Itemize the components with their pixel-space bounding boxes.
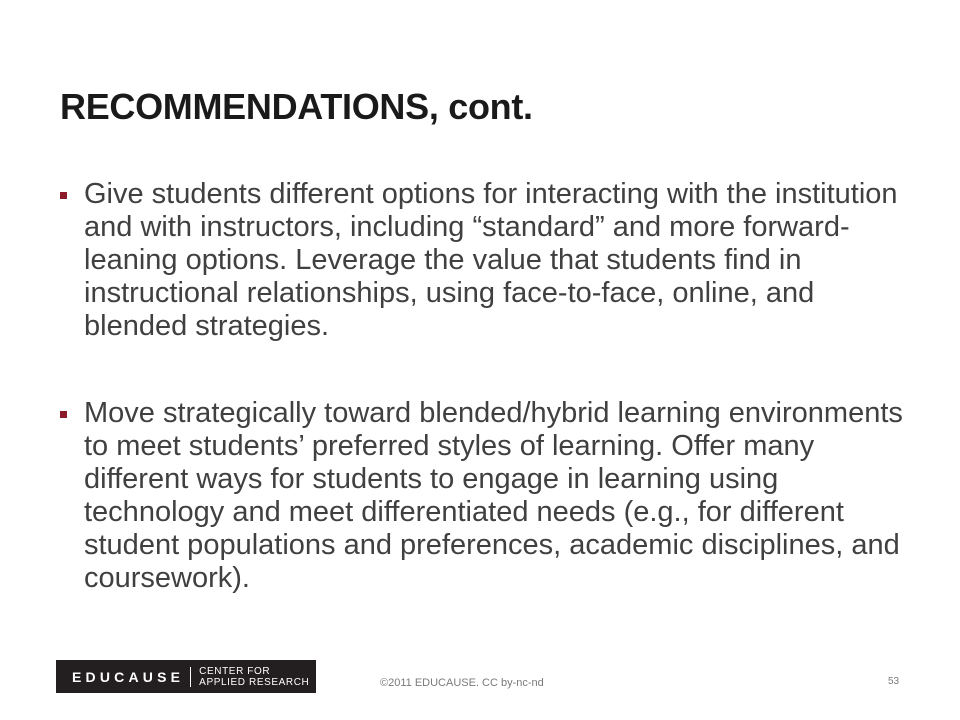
- bullet-text: Move strategically toward blended/hybrid learning environments to meet students’ preferred styles of learning. Offer many different ways for students to engage in learning using technology and meet differentiated needs (e.g., for different student populations and preferences, academic disciplines, and coursework).: [84, 397, 903, 594]
- bullet-text: Give students different options for interacting with the institution and with instructors, including “standard” and more forward-leaning options. Leverage the value that students find in instructional relationships, using face-to-face, online, and blended strategies.: [84, 178, 898, 342]
- bullet-item: [60, 397, 920, 595]
- copyright-notice: ©2011 EDUCAUSE. CC by-nc-nd: [380, 677, 544, 689]
- bullet-item: [60, 178, 920, 343]
- bullet-list: [60, 178, 920, 595]
- logo-brand-text: EDUCAUSE: [72, 668, 185, 685]
- logo-center-text: [199, 666, 309, 688]
- educause-logo: [56, 660, 316, 693]
- slide-title: RECOMMENDATIONS, cont.: [60, 86, 533, 127]
- square-bullet-icon: [60, 411, 67, 418]
- page-number: 53: [888, 676, 900, 687]
- logo-center-line2: APPLIED RESEARCH: [199, 676, 310, 688]
- square-bullet-icon: [60, 192, 67, 199]
- logo-center-line1: CENTER FOR: [199, 665, 271, 677]
- logo-divider: [190, 667, 191, 687]
